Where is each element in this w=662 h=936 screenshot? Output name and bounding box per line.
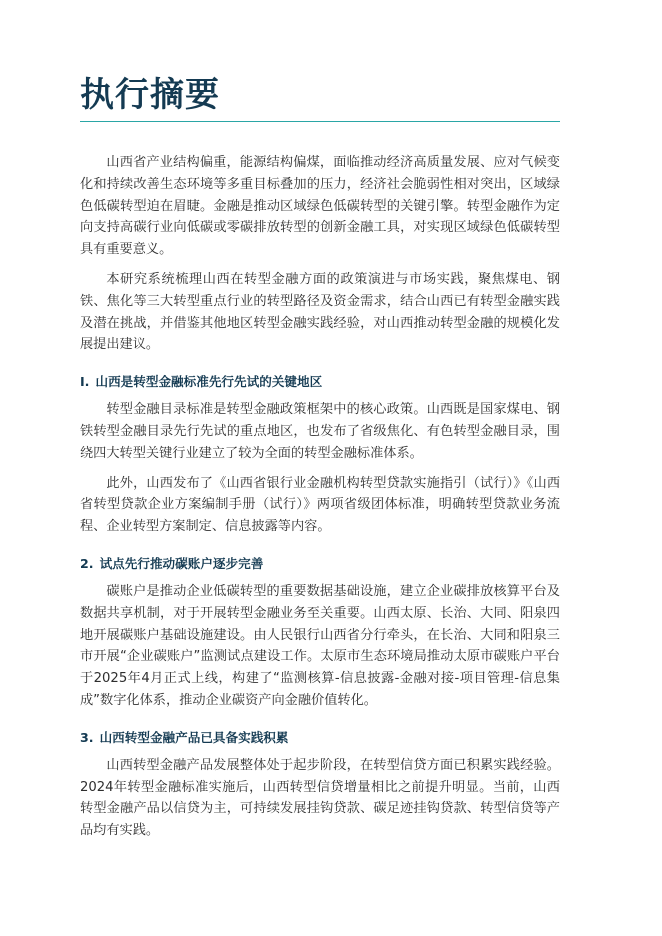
section-heading	[80, 373, 560, 391]
page-title: 执行摘要	[80, 75, 220, 115]
intro-paragraph: 本研究系统梳理山西在转型金融方面的政策演进与市场实践，聚焦煤电、钢铁、焦化等三大转型重点行业的转型路径及资金需求，结合山西已有转型金融实践及潜在挑战，并借鉴其他地区转型金融实践经验，对山西推动转型金融的规模化发展提出建议。	[80, 271, 560, 353]
section-heading	[80, 555, 560, 573]
title-divider	[80, 121, 560, 122]
section-heading-text: 山西是转型金融标准先行先试的关键地区	[95, 374, 323, 390]
section-paragraph: 转型金融目录标准是转型金融政策框架中的核心政策。山西既是国家煤电、钢铁转型金融目录先行先试的重点地区，也发布了省级焦化、有色转型金融目录，围绕四大转型关键行业建立了较为全面的转型金融标准体系。	[80, 402, 560, 461]
section-paragraph: 碳账户是推动企业低碳转型的重要数据基础设施，建立企业碳排放核算平台及数据共享机制，对于开展转型金融业务至关重要。山西太原、长治、大同、阳泉四地开展碳账户基础设施建设。由人民银行山西省分行牵头，在长治、大同和阳泉三市开展“企业碳账户”监测试点建设工作。太原市生态环境局推动太原市碳账户平台于2025年4月正式上线，构建了“监测核算-信息披露-金融对接-项目管理-信息集成”数字化体系，推动企业碳资产向金融价值转化。	[80, 583, 560, 708]
summary-body	[80, 152, 560, 850]
section-paragraph: 山西转型金融产品发展整体处于起步阶段，在转型信贷方面已积累实践经验。2024年转型金融标准实施后，山西转型信贷增量相比之前提升明显。当前，山西转型金融产品以信贷为主，可持续发展挂钩贷款、碳足迹挂钩贷款、转型信贷等产品均有实践。	[80, 757, 560, 839]
section-heading-text: 山西转型金融产品已具备实践积累	[99, 729, 289, 745]
section-number: 2.	[80, 555, 94, 571]
section-number: I.	[80, 374, 90, 390]
section-number: 3.	[80, 729, 94, 745]
intro-paragraph: 山西省产业结构偏重，能源结构偏煤，面临推动经济高质量发展、应对气候变化和持续改善生态环境等多重目标叠加的压力，经济社会脆弱性相对突出，区域绿色低碳转型迫在眉睫。金融是推动区域绿色低碳转型的关键引擎。转型金融作为定向支持高碳行业向低碳或零碳排放转型的创新金融工具，对实现区域绿色低碳转型具有重要意义。	[80, 155, 560, 258]
section-heading	[80, 729, 560, 747]
section-heading-text: 试点先行推动碳账户逐步完善	[99, 555, 264, 571]
section-paragraph: 此外，山西发布了《山西省银行业金融机构转型贷款实施指引（试行）》《山西省转型贷款企业方案编制手册（试行）》两项省级团体标准，明确转型贷款业务流程、企业转型方案制定、信息披露等内容。	[80, 475, 560, 535]
